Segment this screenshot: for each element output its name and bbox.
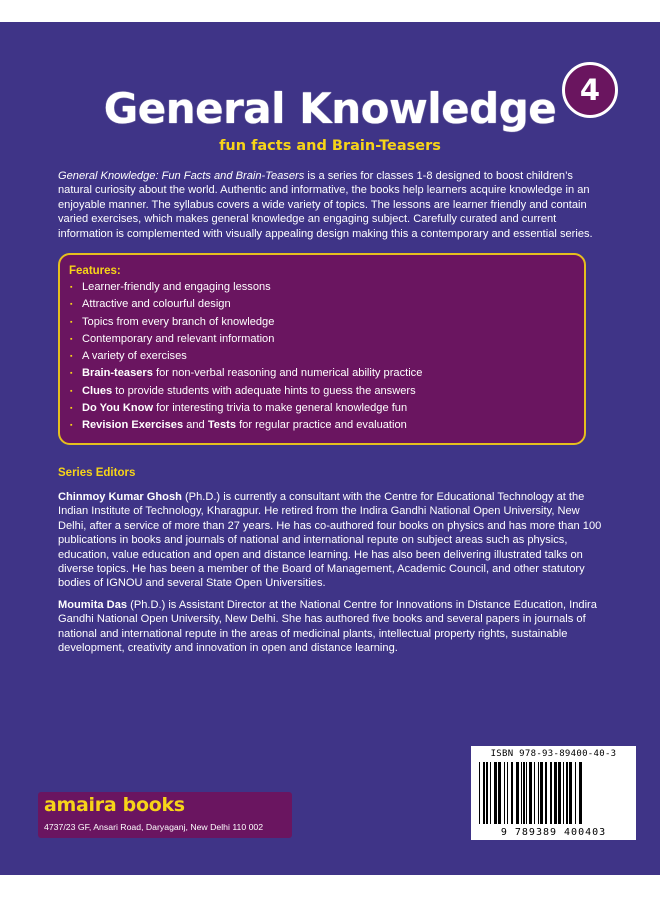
barcode-bar — [490, 762, 491, 824]
feature-text: Attractive and colourful design — [82, 298, 231, 311]
barcode-bar — [529, 762, 532, 824]
barcode-bars — [477, 762, 630, 826]
book-subtitle: fun facts and Brain-Teasers — [219, 138, 441, 154]
barcode-digits: 9 789389 400403 — [500, 827, 607, 838]
feature-bold: Do You Know — [82, 402, 154, 415]
barcode-bar — [486, 762, 488, 824]
feature-text: for regular practice and evaluation — [236, 419, 407, 432]
features-panel — [58, 253, 586, 445]
feature-bold: Clues — [82, 384, 113, 397]
book-title: General Knowledge — [103, 84, 557, 133]
feature-bold: Tests — [207, 419, 236, 432]
editor-name: Chinmoy Kumar Ghosh — [58, 491, 182, 503]
feature-item — [69, 417, 576, 434]
feature-text: A variety of exercises — [82, 350, 187, 363]
editor-name: Moumita Das — [58, 599, 128, 611]
editor-bio-text: (Ph.D.) is Assistant Director at the National Centre for Innovations in Distance Education, Indira Gandhi National Open University, New Delhi. She has authored five books and several papers in journals of national and international repute in the areas of medicinal plants, intellectual property rights, sustainable development, creativity and innovation in open and distance learning. — [58, 599, 597, 655]
feature-text: for non-verbal reasoning and numerical ability practice — [152, 367, 423, 380]
feature-item — [69, 365, 576, 382]
barcode-bar — [545, 762, 547, 824]
barcode-bar — [494, 762, 497, 824]
series-description — [58, 169, 603, 241]
barcode-bar — [511, 762, 513, 824]
features-list — [69, 279, 576, 435]
barcode-bar — [575, 762, 576, 824]
barcode-bar — [526, 762, 527, 824]
barcode-bar — [504, 762, 505, 824]
barcode-bar — [550, 762, 552, 824]
feature-bold: Brain-teasers — [82, 367, 153, 380]
feature-text: to provide students with adequate hints to guess the answers — [112, 384, 416, 397]
barcode-bar — [554, 762, 557, 824]
barcode-bar — [507, 762, 508, 824]
feature-text: Topics from every branch of knowledge — [82, 315, 275, 328]
feature-item — [69, 348, 576, 365]
barcode-bar — [566, 762, 568, 824]
editor-bio-text: (Ph.D.) is currently a consultant with the Centre for Educational Technology at the Indian Institute of Technology, Kharagpur. He retired from the Indira Gandhi National Open University, New Delhi, after a service of more than 27 years. He has co-authored four books on physics and has more than 100 publications in books and journals of national and international repute on subject areas such as physics, education, value education and open and distance learning. He has also been delivering illustrated talks on diverse topics. He has been a member of the Board of Management, Academic Council, and other statutory bodies of IGNOU and several State Open Universities. — [58, 491, 602, 590]
barcode-bar — [521, 762, 522, 824]
series-description-text: is a series for classes 1-8 designed to boost children’s natural curiosity about the world. Authentic and informative, the books help learners acquire knowledge in an enjoyable manner. The syllabus covers a wide variety of topics. The lessons are learner friendly and contain varied exercises, which makes general knowledge an engaging subject. Carefully curated and current information is complemented with visually appealing design making this a contemporary and essential series. — [58, 170, 593, 240]
publisher-block — [38, 792, 292, 838]
barcode-bar — [579, 762, 582, 824]
barcode-bar — [538, 762, 539, 824]
series-name: General Knowledge: Fun Facts and Brain-Teasers — [58, 170, 305, 182]
barcode-bar — [483, 762, 485, 824]
barcode-bar — [516, 762, 519, 824]
editor-bio — [58, 490, 603, 591]
isbn-barcode — [471, 746, 636, 840]
feature-item — [69, 314, 576, 331]
barcode-bar — [540, 762, 543, 824]
feature-text: Learner-friendly and engaging lessons — [82, 281, 271, 293]
publisher-address: 4737/23 GF, Ansari Road, Daryaganj, New Delhi 110 002 — [44, 822, 264, 832]
grade-number: 4 — [579, 73, 601, 107]
barcode-bar — [569, 762, 572, 824]
editor-bio — [58, 598, 603, 656]
feature-text: Contemporary and relevant information — [82, 332, 275, 345]
feature-text: and — [183, 419, 208, 432]
feature-item — [69, 296, 576, 313]
barcode-bar — [534, 762, 535, 824]
barcode-bar — [479, 762, 480, 824]
isbn-number: ISBN 978-93-89400-40-3 — [490, 749, 617, 759]
feature-bold: Revision Exercises — [82, 419, 184, 432]
feature-item — [69, 383, 576, 400]
feature-text: for interesting trivia to make general knowledge fun — [153, 402, 408, 415]
barcode-bar — [498, 762, 501, 824]
series-editors-heading: Series Editors — [58, 467, 136, 479]
publisher-logo: amaira books — [44, 794, 185, 816]
barcode-bar — [563, 762, 564, 824]
barcode-bar — [558, 762, 561, 824]
feature-item — [69, 400, 576, 417]
barcode-bar — [523, 762, 525, 824]
features-heading: Features: — [69, 265, 121, 277]
feature-item — [69, 331, 576, 348]
feature-item — [69, 279, 576, 296]
book-back-cover — [0, 22, 660, 875]
